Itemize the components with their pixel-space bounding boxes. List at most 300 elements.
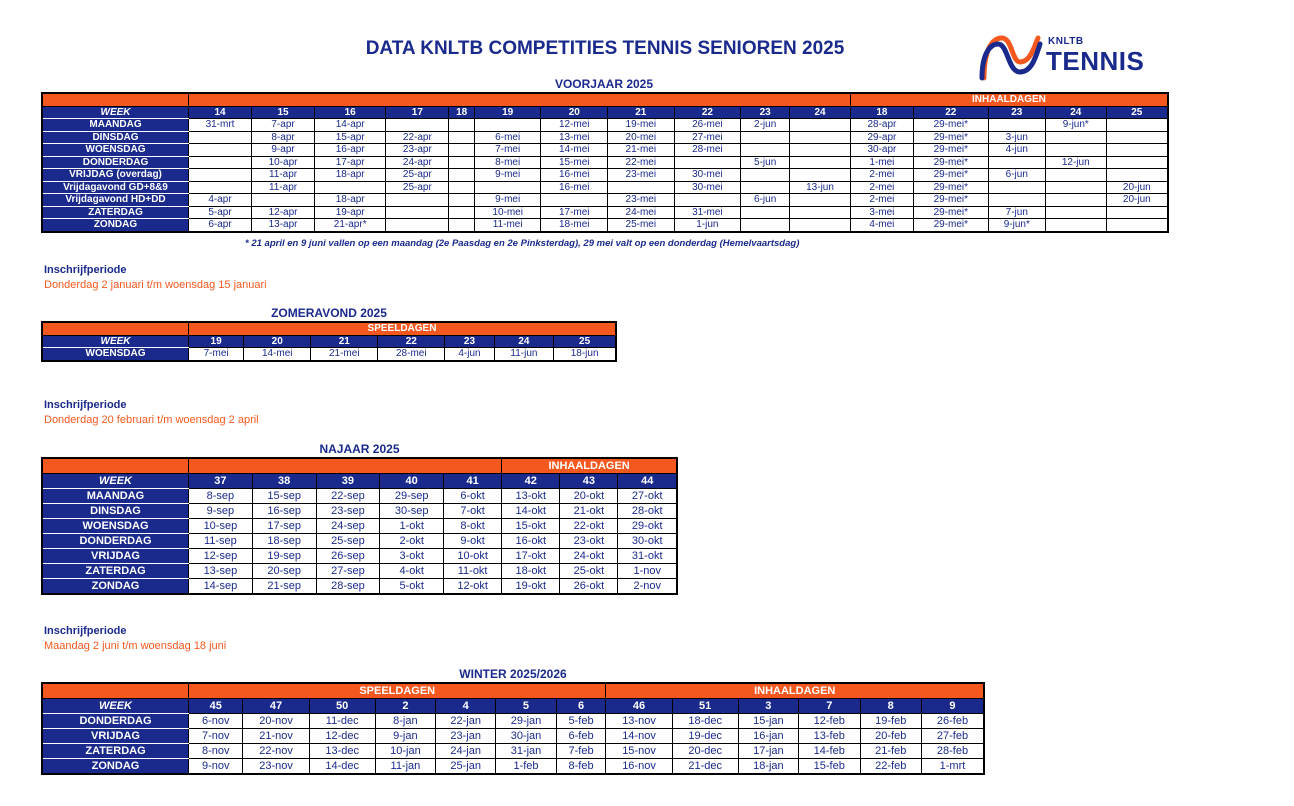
voorjaar-day-label: WOENSDAG	[42, 144, 189, 157]
voorjaar-date-cell: 13-jun	[790, 181, 851, 194]
voorjaar-date-cell: 4-mei	[850, 219, 913, 232]
voorjaar-date-cell: 29-mei*	[913, 156, 988, 169]
najaar-week-row	[42, 474, 677, 489]
najaar-date-cell: 29-okt	[618, 519, 677, 534]
voorjaar-date-cell: 29-mei*	[913, 131, 988, 144]
zomer-header-speeldagen: SPEELDAGEN	[189, 322, 617, 335]
winter-date-cell: 23-nov	[243, 759, 309, 775]
zomer-date-cell: 4-jun	[445, 348, 494, 361]
logo-text-big: TENNIS	[1046, 46, 1145, 76]
voorjaar-date-cell	[541, 194, 608, 207]
voorjaar-date-cell: 24-mei	[608, 206, 675, 219]
zomer-week-number: 22	[378, 335, 445, 348]
zomer-week-number: 25	[554, 335, 616, 348]
voorjaar-date-cell	[741, 206, 790, 219]
logo-mark-icon	[978, 32, 1044, 82]
voorjaar-day-row	[42, 181, 1168, 194]
najaar-date-cell: 12-sep	[189, 549, 253, 564]
voorjaar-date-cell: 1-mei	[850, 156, 913, 169]
voorjaar-date-cell	[189, 131, 252, 144]
voorjaar-date-cell	[449, 194, 475, 207]
winter-header-inhaaldagen: INHAALDAGEN	[606, 683, 984, 699]
registration-period-3: Maandag 2 juni t/m woensdag 18 juni	[44, 640, 227, 652]
voorjaar-date-cell: 31-mrt	[189, 119, 252, 132]
winter-date-cell: 18-jan	[738, 759, 798, 775]
najaar-date-cell: 11-sep	[189, 534, 253, 549]
winter-date-cell: 29-jan	[496, 714, 556, 729]
voorjaar-date-cell	[1106, 144, 1168, 157]
winter-date-cell: 13-dec	[309, 744, 375, 759]
voorjaar-date-cell: 22-apr	[386, 131, 449, 144]
registration-heading-3: Inschrijfperiode	[44, 625, 127, 637]
registration-heading-2: Inschrijfperiode	[44, 399, 127, 411]
winter-week-number: 9	[921, 699, 984, 714]
najaar-day-row	[42, 564, 677, 579]
voorjaar-date-cell: 13-mei	[541, 131, 608, 144]
voorjaar-date-cell: 21-mei	[608, 144, 675, 157]
najaar-day-label: WOENSDAG	[42, 519, 189, 534]
najaar-date-cell: 2-okt	[380, 534, 444, 549]
winter-date-cell: 13-nov	[606, 714, 672, 729]
winter-date-cell: 8-nov	[189, 744, 243, 759]
najaar-date-cell: 21-okt	[560, 504, 618, 519]
voorjaar-date-cell: 4-apr	[189, 194, 252, 207]
najaar-day-row	[42, 504, 677, 519]
winter-week-number: 2	[375, 699, 435, 714]
voorjaar-date-cell: 29-apr	[850, 131, 913, 144]
voorjaar-date-cell: 20-jun	[1106, 194, 1168, 207]
voorjaar-date-cell	[449, 119, 475, 132]
voorjaar-week-number: 15	[252, 106, 315, 119]
voorjaar-day-label: Vrijdagavond HD+DD	[42, 194, 189, 207]
najaar-title: NAJAAR 2025	[319, 442, 400, 456]
winter-week-label: WEEK	[42, 699, 189, 714]
najaar-date-cell: 21-sep	[252, 579, 316, 595]
voorjaar-date-cell: 3-jun	[988, 131, 1045, 144]
voorjaar-date-cell: 12-mei	[541, 119, 608, 132]
voorjaar-date-cell	[1045, 206, 1106, 219]
winter-date-cell: 21-dec	[672, 759, 738, 775]
zomer-week-number: 24	[494, 335, 554, 348]
voorjaar-date-cell	[449, 219, 475, 232]
zomeravond-title: ZOMERAVOND 2025	[271, 306, 387, 320]
voorjaar-date-cell: 28-mei	[674, 144, 741, 157]
winter-date-cell: 10-jan	[375, 744, 435, 759]
voorjaar-date-cell: 8-mei	[474, 156, 541, 169]
najaar-date-cell: 29-sep	[380, 489, 444, 504]
winter-date-cell: 8-feb	[556, 759, 606, 775]
voorjaar-table	[41, 92, 1169, 233]
najaar-date-cell: 18-okt	[502, 564, 560, 579]
winter-week-number: 46	[606, 699, 672, 714]
zomeravond-table	[41, 321, 617, 362]
winter-date-cell: 21-feb	[860, 744, 921, 759]
winter-week-number: 50	[309, 699, 375, 714]
winter-day-row	[42, 714, 984, 729]
najaar-date-cell: 25-sep	[316, 534, 380, 549]
voorjaar-date-cell: 18-apr	[315, 169, 386, 182]
najaar-date-cell: 2-nov	[618, 579, 677, 595]
voorjaar-date-cell	[252, 194, 315, 207]
najaar-week-number: 39	[316, 474, 380, 489]
winter-date-cell: 15-jan	[738, 714, 798, 729]
winter-date-cell: 16-jan	[738, 729, 798, 744]
najaar-date-cell: 22-sep	[316, 489, 380, 504]
voorjaar-date-cell: 16-apr	[315, 144, 386, 157]
zomer-header-row	[42, 322, 616, 335]
najaar-date-cell: 23-okt	[560, 534, 618, 549]
voorjaar-week-number: 23	[988, 106, 1045, 119]
winter-day-row	[42, 729, 984, 744]
najaar-day-row	[42, 579, 677, 595]
voorjaar-date-cell	[1045, 219, 1106, 232]
voorjaar-date-cell: 9-jun*	[988, 219, 1045, 232]
voorjaar-date-cell: 23-mei	[608, 169, 675, 182]
winter-date-cell: 27-feb	[921, 729, 984, 744]
zomer-week-label: WEEK	[42, 335, 189, 348]
voorjaar-date-cell: 25-apr	[386, 169, 449, 182]
voorjaar-date-cell: 9-apr	[252, 144, 315, 157]
winter-header-row	[42, 683, 984, 699]
winter-date-cell: 9-nov	[189, 759, 243, 775]
zomer-date-cell: 21-mei	[311, 348, 378, 361]
voorjaar-date-cell	[1106, 131, 1168, 144]
voorjaar-date-cell	[608, 181, 675, 194]
winter-day-row	[42, 759, 984, 775]
winter-header-corner	[42, 683, 189, 699]
najaar-date-cell: 12-okt	[444, 579, 502, 595]
voorjaar-date-cell: 4-jun	[988, 144, 1045, 157]
winter-table	[41, 682, 985, 775]
voorjaar-week-row	[42, 106, 1168, 119]
voorjaar-date-cell: 12-apr	[252, 206, 315, 219]
najaar-date-cell: 24-sep	[316, 519, 380, 534]
voorjaar-date-cell: 9-jun*	[1045, 119, 1106, 132]
winter-date-cell: 20-nov	[243, 714, 309, 729]
zomer-date-cell: 11-jun	[494, 348, 554, 361]
winter-week-row	[42, 699, 984, 714]
najaar-date-cell: 23-sep	[316, 504, 380, 519]
winter-date-cell: 26-feb	[921, 714, 984, 729]
voorjaar-week-number: 14	[189, 106, 252, 119]
voorjaar-date-cell	[1106, 219, 1168, 232]
voorjaar-date-cell	[1045, 131, 1106, 144]
winter-date-cell: 14-feb	[799, 744, 860, 759]
najaar-date-cell: 26-sep	[316, 549, 380, 564]
zomer-week-number: 20	[244, 335, 311, 348]
najaar-date-cell: 17-sep	[252, 519, 316, 534]
voorjaar-date-cell: 9-mei	[474, 169, 541, 182]
najaar-date-cell: 18-sep	[252, 534, 316, 549]
voorjaar-date-cell	[790, 206, 851, 219]
voorjaar-week-number: 18	[449, 106, 475, 119]
najaar-date-cell: 14-sep	[189, 579, 253, 595]
winter-date-cell: 30-jan	[496, 729, 556, 744]
zomer-week-row	[42, 335, 616, 348]
winter-date-cell: 22-jan	[436, 714, 496, 729]
voorjaar-week-number: 21	[608, 106, 675, 119]
voorjaar-date-cell	[790, 219, 851, 232]
voorjaar-date-cell	[790, 131, 851, 144]
voorjaar-date-cell: 31-mei	[674, 206, 741, 219]
voorjaar-day-label: MAANDAG	[42, 119, 189, 132]
voorjaar-date-cell	[1106, 169, 1168, 182]
najaar-day-label: DINSDAG	[42, 504, 189, 519]
voorjaar-week-label: WEEK	[42, 106, 189, 119]
voorjaar-date-cell: 10-apr	[252, 156, 315, 169]
zomer-week-number: 21	[311, 335, 378, 348]
najaar-date-cell: 16-sep	[252, 504, 316, 519]
voorjaar-date-cell: 23-apr	[386, 144, 449, 157]
winter-date-cell: 22-feb	[860, 759, 921, 775]
zomer-day-label: WOENSDAG	[42, 348, 189, 361]
voorjaar-date-cell	[790, 119, 851, 132]
winter-date-cell: 5-feb	[556, 714, 606, 729]
page-title: DATA KNLTB COMPETITIES TENNIS SENIOREN 2025	[365, 38, 845, 59]
winter-day-label: ZONDAG	[42, 759, 189, 775]
voorjaar-week-number: 25	[1106, 106, 1168, 119]
voorjaar-date-cell	[189, 169, 252, 182]
voorjaar-date-cell	[386, 194, 449, 207]
voorjaar-header-inhaaldagen: INHAALDAGEN	[850, 93, 1168, 106]
najaar-day-row	[42, 519, 677, 534]
najaar-table	[41, 457, 678, 595]
winter-date-cell: 15-nov	[606, 744, 672, 759]
voorjaar-date-cell	[189, 144, 252, 157]
voorjaar-date-cell	[988, 181, 1045, 194]
voorjaar-footnote: * 21 april en 9 juni vallen op een maandag (2e Paasdag en 2e Pinksterdag), 29 mei valt op een donderdag (Hemelvaartsdag)	[245, 238, 800, 249]
voorjaar-day-label: VRIJDAG (overdag)	[42, 169, 189, 182]
winter-date-cell: 15-feb	[799, 759, 860, 775]
voorjaar-date-cell	[189, 181, 252, 194]
voorjaar-date-cell: 11-mei	[474, 219, 541, 232]
najaar-day-label: ZONDAG	[42, 579, 189, 595]
voorjaar-date-cell: 22-mei	[608, 156, 675, 169]
voorjaar-date-cell: 6-mei	[474, 131, 541, 144]
voorjaar-date-cell	[449, 206, 475, 219]
voorjaar-date-cell: 29-mei*	[913, 144, 988, 157]
winter-date-cell: 7-nov	[189, 729, 243, 744]
voorjaar-day-row	[42, 144, 1168, 157]
voorjaar-date-cell: 11-apr	[252, 169, 315, 182]
voorjaar-date-cell	[386, 119, 449, 132]
voorjaar-date-cell: 18-mei	[541, 219, 608, 232]
najaar-date-cell: 10-okt	[444, 549, 502, 564]
voorjaar-week-number: 22	[674, 106, 741, 119]
najaar-date-cell: 27-sep	[316, 564, 380, 579]
winter-date-cell: 14-nov	[606, 729, 672, 744]
najaar-date-cell: 6-okt	[444, 489, 502, 504]
voorjaar-date-cell: 7-jun	[988, 206, 1045, 219]
winter-day-label: DONDERDAG	[42, 714, 189, 729]
winter-date-cell: 21-nov	[243, 729, 309, 744]
najaar-date-cell: 11-okt	[444, 564, 502, 579]
najaar-date-cell: 20-okt	[560, 489, 618, 504]
winter-date-cell: 1-mrt	[921, 759, 984, 775]
winter-date-cell: 11-jan	[375, 759, 435, 775]
voorjaar-date-cell: 5-apr	[189, 206, 252, 219]
voorjaar-day-label: DONDERDAG	[42, 156, 189, 169]
najaar-date-cell: 8-okt	[444, 519, 502, 534]
voorjaar-date-cell: 5-jun	[741, 156, 790, 169]
voorjaar-date-cell: 20-jun	[1106, 181, 1168, 194]
najaar-week-number: 42	[502, 474, 560, 489]
voorjaar-title: VOORJAAR 2025	[554, 77, 654, 91]
zomer-header-corner	[42, 322, 189, 335]
voorjaar-date-cell	[741, 144, 790, 157]
najaar-date-cell: 15-sep	[252, 489, 316, 504]
najaar-date-cell: 14-okt	[502, 504, 560, 519]
voorjaar-date-cell	[315, 181, 386, 194]
voorjaar-date-cell: 18-apr	[315, 194, 386, 207]
voorjaar-date-cell: 7-mei	[474, 144, 541, 157]
winter-date-cell: 22-nov	[243, 744, 309, 759]
najaar-date-cell: 10-sep	[189, 519, 253, 534]
zomer-day-row	[42, 348, 616, 361]
logo-text-small: KNLTB	[1048, 36, 1084, 47]
zomer-date-cell: 7-mei	[189, 348, 244, 361]
voorjaar-date-cell: 9-mei	[474, 194, 541, 207]
najaar-week-number: 44	[618, 474, 677, 489]
voorjaar-date-cell	[449, 131, 475, 144]
voorjaar-date-cell: 8-apr	[252, 131, 315, 144]
najaar-header-inhaaldagen: INHAALDAGEN	[502, 458, 677, 474]
voorjaar-date-cell: 29-mei*	[913, 219, 988, 232]
voorjaar-date-cell: 14-mei	[541, 144, 608, 157]
voorjaar-date-cell	[674, 156, 741, 169]
winter-date-cell: 17-jan	[738, 744, 798, 759]
najaar-date-cell: 7-okt	[444, 504, 502, 519]
najaar-week-number: 40	[380, 474, 444, 489]
voorjaar-date-cell: 17-apr	[315, 156, 386, 169]
winter-week-number: 47	[243, 699, 309, 714]
najaar-week-label: WEEK	[42, 474, 189, 489]
najaar-date-cell: 16-okt	[502, 534, 560, 549]
winter-week-number: 6	[556, 699, 606, 714]
winter-date-cell: 6-nov	[189, 714, 243, 729]
voorjaar-date-cell	[386, 206, 449, 219]
winter-week-number: 45	[189, 699, 243, 714]
voorjaar-date-cell: 30-mei	[674, 169, 741, 182]
najaar-day-label: VRIJDAG	[42, 549, 189, 564]
voorjaar-week-number: 23	[741, 106, 790, 119]
voorjaar-day-label: ZONDAG	[42, 219, 189, 232]
winter-date-cell: 20-dec	[672, 744, 738, 759]
winter-date-cell: 20-feb	[860, 729, 921, 744]
voorjaar-date-cell: 29-mei*	[913, 194, 988, 207]
winter-week-number: 3	[738, 699, 798, 714]
voorjaar-day-label: Vrijdagavond GD+8&9	[42, 181, 189, 194]
winter-week-number: 8	[860, 699, 921, 714]
najaar-date-cell: 5-okt	[380, 579, 444, 595]
najaar-header-row	[42, 458, 677, 474]
voorjaar-date-cell: 29-mei*	[913, 181, 988, 194]
voorjaar-date-cell	[386, 219, 449, 232]
winter-date-cell: 7-feb	[556, 744, 606, 759]
winter-date-cell: 24-jan	[436, 744, 496, 759]
voorjaar-date-cell	[449, 156, 475, 169]
winter-date-cell: 31-jan	[496, 744, 556, 759]
voorjaar-date-cell: 19-apr	[315, 206, 386, 219]
zomer-week-number: 23	[445, 335, 494, 348]
zomer-date-cell: 14-mei	[244, 348, 311, 361]
voorjaar-date-cell: 23-mei	[608, 194, 675, 207]
winter-date-cell: 19-dec	[672, 729, 738, 744]
voorjaar-date-cell: 13-apr	[252, 219, 315, 232]
voorjaar-date-cell	[790, 169, 851, 182]
zomer-date-cell: 18-jun	[554, 348, 616, 361]
najaar-week-number: 38	[252, 474, 316, 489]
voorjaar-week-number: 20	[541, 106, 608, 119]
voorjaar-date-cell	[741, 219, 790, 232]
voorjaar-week-number: 17	[386, 106, 449, 119]
voorjaar-day-row	[42, 119, 1168, 132]
voorjaar-date-cell: 21-apr*	[315, 219, 386, 232]
registration-heading-1: Inschrijfperiode	[44, 264, 127, 276]
voorjaar-date-cell	[1045, 194, 1106, 207]
najaar-date-cell: 9-okt	[444, 534, 502, 549]
najaar-date-cell: 30-sep	[380, 504, 444, 519]
najaar-date-cell: 31-okt	[618, 549, 677, 564]
voorjaar-date-cell: 15-mei	[541, 156, 608, 169]
voorjaar-date-cell	[790, 156, 851, 169]
voorjaar-date-cell: 17-mei	[541, 206, 608, 219]
voorjaar-week-number: 18	[850, 106, 913, 119]
winter-date-cell: 9-jan	[375, 729, 435, 744]
najaar-day-row	[42, 549, 677, 564]
voorjaar-week-number: 24	[790, 106, 851, 119]
voorjaar-date-cell: 6-apr	[189, 219, 252, 232]
najaar-date-cell: 22-okt	[560, 519, 618, 534]
najaar-date-cell: 17-okt	[502, 549, 560, 564]
voorjaar-day-row	[42, 169, 1168, 182]
voorjaar-date-cell	[1106, 156, 1168, 169]
winter-header-speeldagen: SPEELDAGEN	[189, 683, 606, 699]
najaar-date-cell: 3-okt	[380, 549, 444, 564]
voorjaar-day-row	[42, 206, 1168, 219]
voorjaar-day-row	[42, 131, 1168, 144]
voorjaar-date-cell	[474, 181, 541, 194]
najaar-date-cell: 13-sep	[189, 564, 253, 579]
voorjaar-date-cell	[1045, 181, 1106, 194]
winter-day-label: ZATERDAG	[42, 744, 189, 759]
najaar-date-cell: 24-okt	[560, 549, 618, 564]
winter-date-cell: 11-dec	[309, 714, 375, 729]
voorjaar-date-cell: 20-mei	[608, 131, 675, 144]
voorjaar-date-cell: 2-mei	[850, 169, 913, 182]
voorjaar-week-number: 19	[474, 106, 541, 119]
voorjaar-date-cell: 16-mei	[541, 169, 608, 182]
winter-date-cell: 19-feb	[860, 714, 921, 729]
najaar-day-row	[42, 534, 677, 549]
voorjaar-date-cell	[1045, 169, 1106, 182]
voorjaar-date-cell: 10-mei	[474, 206, 541, 219]
voorjaar-week-number: 24	[1045, 106, 1106, 119]
winter-day-row	[42, 744, 984, 759]
winter-date-cell: 1-feb	[496, 759, 556, 775]
voorjaar-date-cell: 1-jun	[674, 219, 741, 232]
voorjaar-date-cell	[988, 119, 1045, 132]
winter-week-number: 4	[436, 699, 496, 714]
voorjaar-date-cell: 12-jun	[1045, 156, 1106, 169]
voorjaar-date-cell: 27-mei	[674, 131, 741, 144]
najaar-date-cell: 1-nov	[618, 564, 677, 579]
voorjaar-date-cell: 28-apr	[850, 119, 913, 132]
voorjaar-date-cell	[474, 119, 541, 132]
winter-date-cell: 6-feb	[556, 729, 606, 744]
knltb-tennis-logo	[978, 32, 1148, 82]
voorjaar-date-cell: 2-mei	[850, 194, 913, 207]
